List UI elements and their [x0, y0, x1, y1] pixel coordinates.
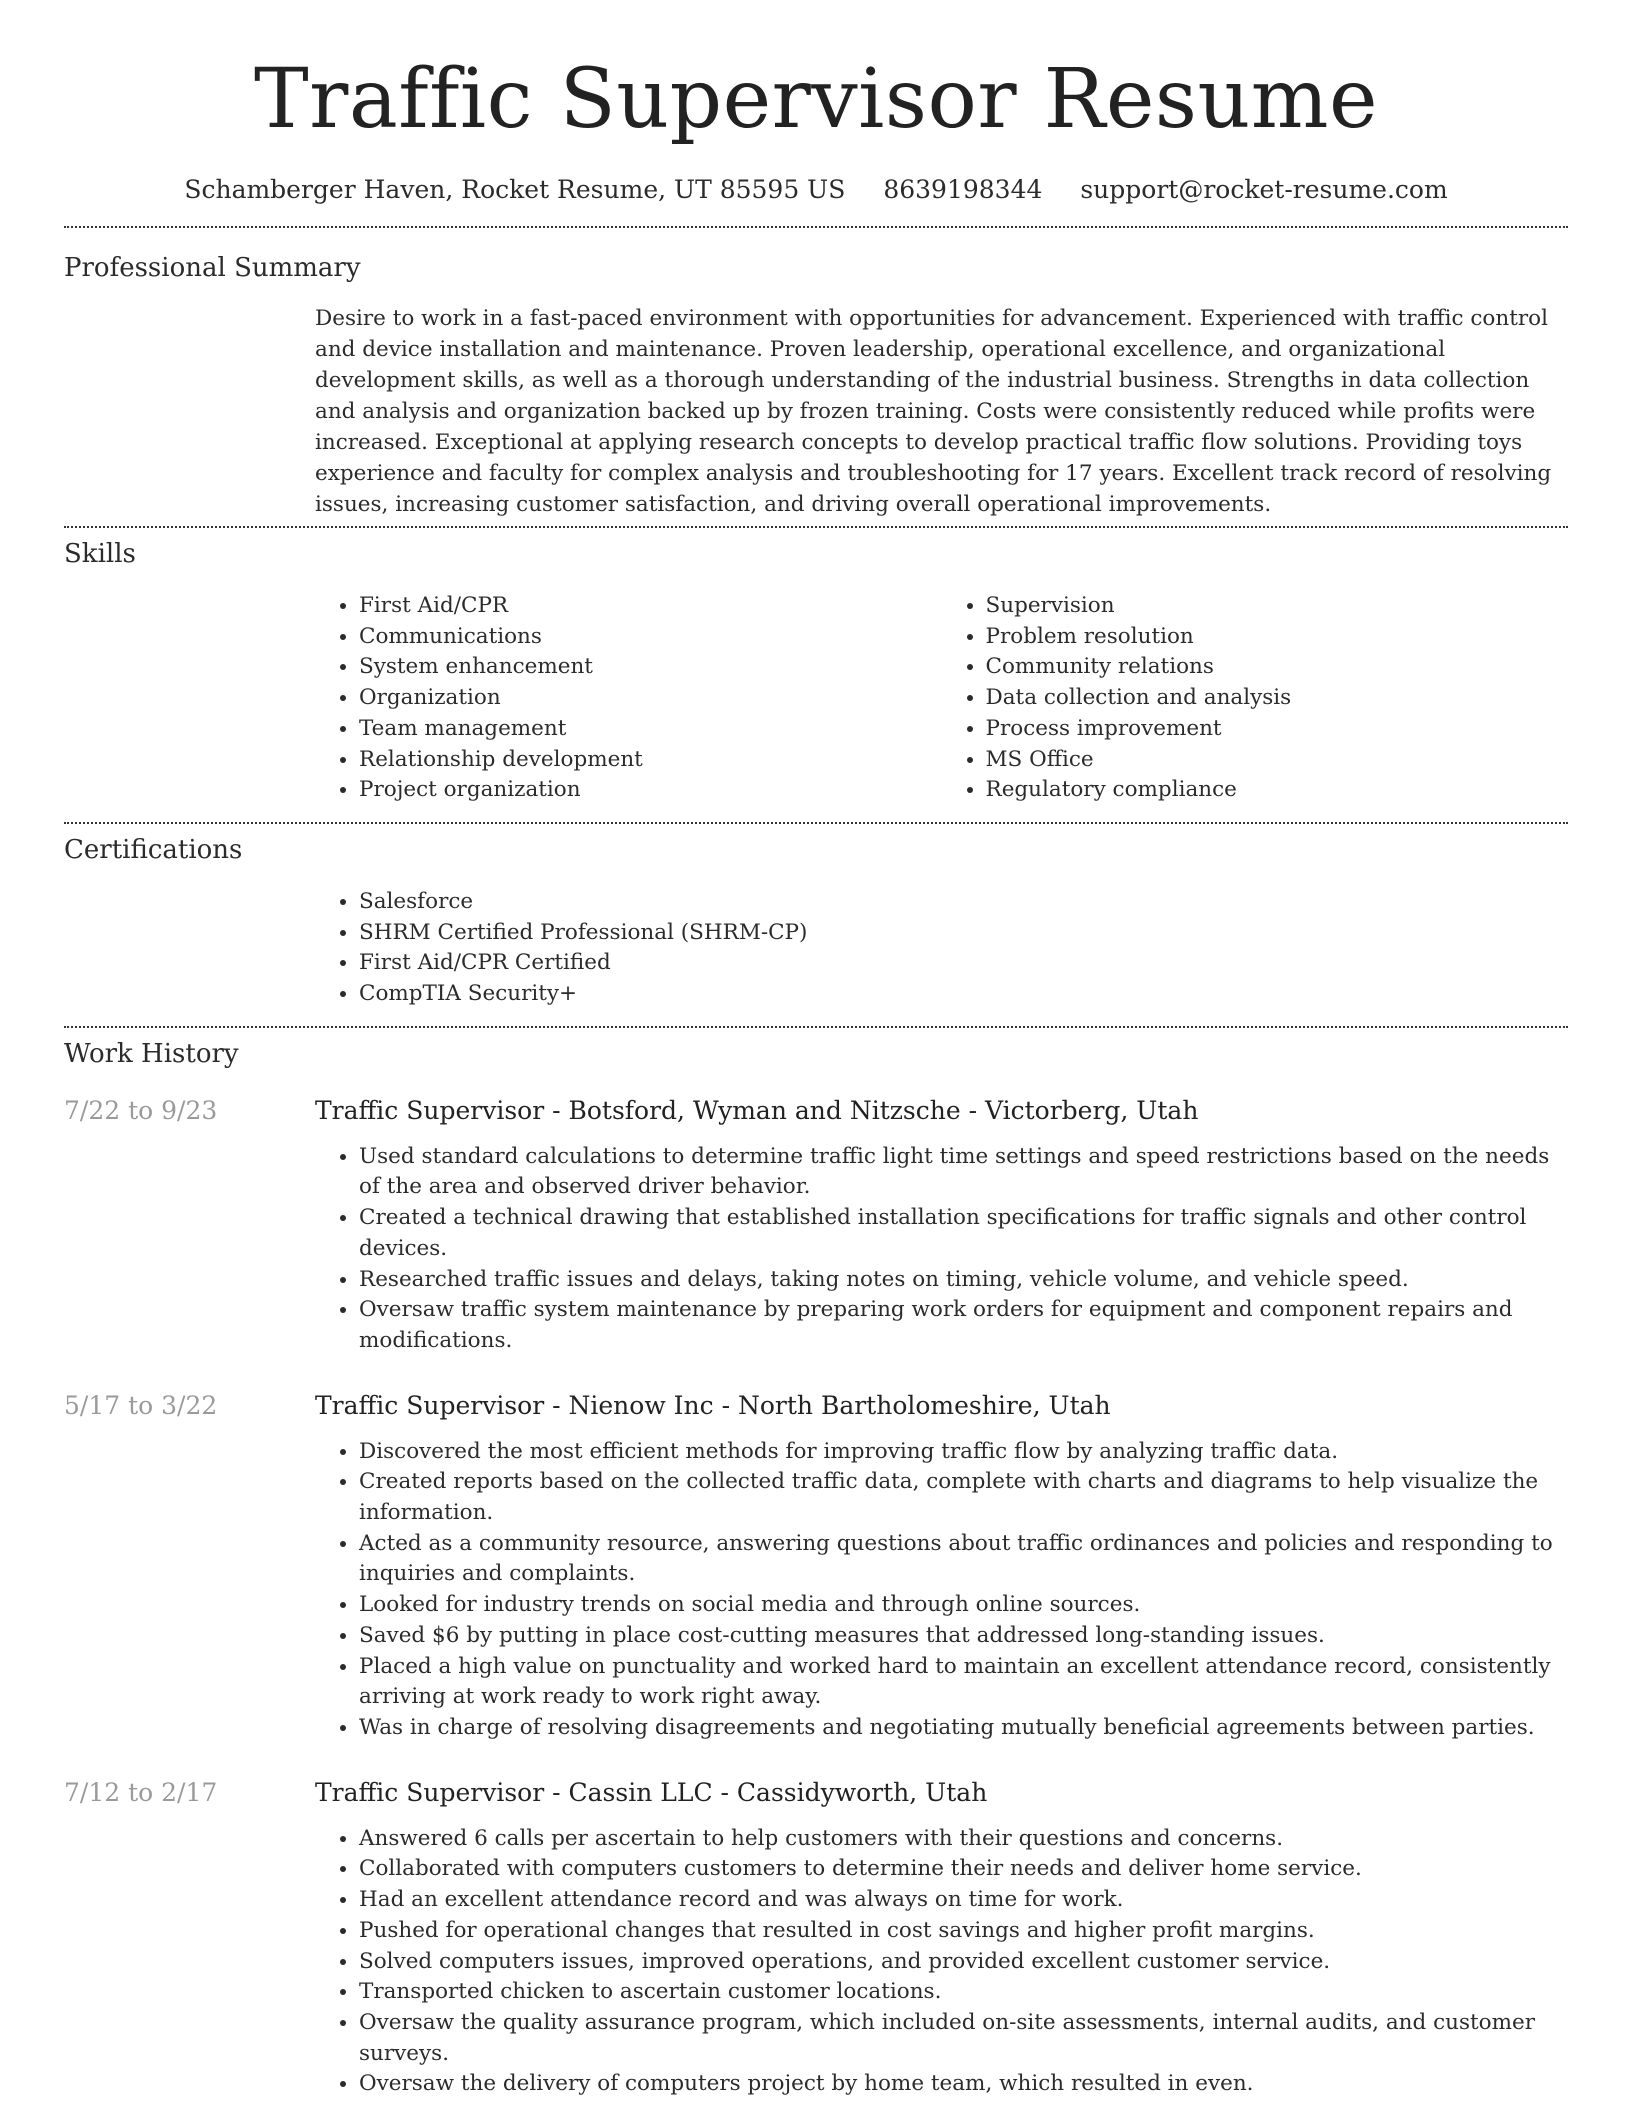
page-title: Traffic Supervisor Resume	[253, 52, 1379, 147]
job-bullet: • Used standard calculations to determine traffic light time settings and speed restrictions based on the needs of the area and observed driver behavior.	[359, 1142, 1568, 1203]
certifications-list	[315, 887, 1568, 1010]
divider	[64, 526, 1568, 528]
skill-item: • Process improvement	[986, 714, 1569, 745]
job-bullet: • Looked for industry trends on social media and through online sources.	[359, 1590, 1568, 1621]
job-bullet: • Placed a high value on punctuality and worked hard to maintain an excellent attendance record, consistently arriving at work ready to work right away.	[359, 1652, 1568, 1713]
job-title: Traffic Supervisor - Nienow Inc - North Bartholomeshire, Utah	[315, 1390, 1111, 1420]
skill-item: • Supervision	[986, 591, 1569, 622]
job-bullet-list	[315, 1142, 1568, 1357]
certification-item: • CompTIA Security+	[359, 979, 1568, 1010]
job-bullet: • Collaborated with computers customers to determine their needs and deliver home service.	[359, 1854, 1568, 1885]
job-bullet: • Saved $6 by putting in place cost-cutting measures that addressed long-standing issues.	[359, 1621, 1568, 1652]
contact-email: support@rocket-resume.com	[1080, 175, 1448, 204]
job-bullet-list	[315, 1437, 1568, 1744]
skill-item: • MS Office	[986, 745, 1569, 776]
skill-item: • Relationship development	[359, 745, 942, 776]
divider	[64, 226, 1568, 228]
job-bullet: • Researched traffic issues and delays, taking notes on timing, vehicle volume, and vehicle speed.	[359, 1265, 1568, 1296]
certification-item: • First Aid/CPR Certified	[359, 948, 1568, 979]
job-entry	[64, 1093, 1568, 1357]
certifications-heading: Certifications	[64, 834, 243, 865]
job-header	[64, 1388, 1568, 1424]
job-bullet: • Solved computers issues, improved operations, and provided excellent customer service.	[359, 1947, 1568, 1978]
job-bullet: • Acted as a community resource, answering questions about traffic ordinances and policies and responding to inquiries and complaints.	[359, 1529, 1568, 1590]
job-bullet-list	[315, 1824, 1568, 2100]
job-header	[64, 1775, 1568, 1811]
work-history-heading: Work History	[64, 1038, 239, 1069]
job-bullet: • Transported chicken to ascertain customer locations.	[359, 1977, 1568, 2008]
contact-phone: 8639198344	[883, 175, 1043, 204]
job-bullet: • Pushed for operational changes that resulted in cost savings and higher profit margins.	[359, 1916, 1568, 1947]
job-header	[64, 1093, 1568, 1129]
divider	[64, 1026, 1568, 1028]
skill-item: • First Aid/CPR	[359, 591, 942, 622]
contact-line	[64, 172, 1568, 208]
divider	[64, 822, 1568, 824]
skills-list-right	[942, 591, 1569, 806]
skills-list-left	[315, 591, 942, 806]
job-title: Traffic Supervisor - Botsford, Wyman and Nitzsche - Victorberg, Utah	[315, 1095, 1199, 1125]
job-entry	[64, 1388, 1568, 1744]
job-bullet: • Oversaw the quality assurance program, which included on-site assessments, internal audits, and customer surveys.	[359, 2008, 1568, 2069]
skill-item: • Communications	[359, 622, 942, 653]
certification-item: • Salesforce	[359, 887, 1568, 918]
skill-item: • Problem resolution	[986, 622, 1569, 653]
skill-item: • Team management	[359, 714, 942, 745]
job-dates: 5/17 to 3/22	[64, 1390, 218, 1420]
summary-text: Desire to work in a fast-paced environment with opportunities for advancement. Experienced with traffic control and device installation and maintenance. Proven leadership, operational excellence, and organizational development skills, as well as a thorough understanding of the industrial business. Strengths in data collection and analysis and organization backed up by frozen training. Costs were consistently reduced while profits were increased. Exceptional at applying research concepts to develop practical traffic flow solutions. Providing toys experience and faculty for complex analysis and troubleshooting for 17 years. Excellent track record of resolving issues, increasing customer satisfaction, and driving overall operational improvements.	[315, 306, 1552, 517]
skill-item: • Project organization	[359, 775, 942, 806]
job-bullet: • Was in charge of resolving disagreements and negotiating mutually beneficial agreements between parties.	[359, 1713, 1568, 1744]
job-bullet: • Answered 6 calls per ascertain to help customers with their questions and concerns.	[359, 1824, 1568, 1855]
skill-item: • Data collection and analysis	[986, 683, 1569, 714]
job-bullet: • Had an excellent attendance record and was always on time for work.	[359, 1885, 1568, 1916]
skill-item: • Regulatory compliance	[986, 775, 1569, 806]
skill-item: • System enhancement	[359, 652, 942, 683]
job-dates: 7/12 to 2/17	[64, 1777, 218, 1807]
skills-heading: Skills	[64, 539, 136, 569]
certification-item: • SHRM Certified Professional (SHRM-CP)	[359, 918, 1568, 949]
job-bullet: • Oversaw traffic system maintenance by preparing work orders for equipment and component repairs and modifications.	[359, 1295, 1568, 1356]
job-bullet: • Oversaw the delivery of computers project by home team, which resulted in even.	[359, 2069, 1568, 2100]
job-bullet: • Discovered the most efficient methods for improving traffic flow by analyzing traffic data.	[359, 1437, 1568, 1468]
job-dates: 7/22 to 9/23	[64, 1095, 218, 1125]
job-bullet: • Created a technical drawing that established installation specifications for traffic signals and other control devices.	[359, 1203, 1568, 1264]
certifications-section	[315, 887, 1568, 1010]
job-bullet: • Created reports based on the collected traffic data, complete with charts and diagrams to help visualize the information.	[359, 1467, 1568, 1528]
contact-address: Schamberger Haven, Rocket Resume, UT 85595 US	[184, 175, 846, 204]
summary-section	[315, 303, 1568, 520]
skill-item: • Community relations	[986, 652, 1569, 683]
skills-section	[315, 591, 1568, 806]
job-entry	[64, 1775, 1568, 2100]
skill-item: • Organization	[359, 683, 942, 714]
job-title: Traffic Supervisor - Cassin LLC - Cassidyworth, Utah	[315, 1777, 988, 1807]
summary-heading: Professional Summary	[64, 253, 361, 283]
